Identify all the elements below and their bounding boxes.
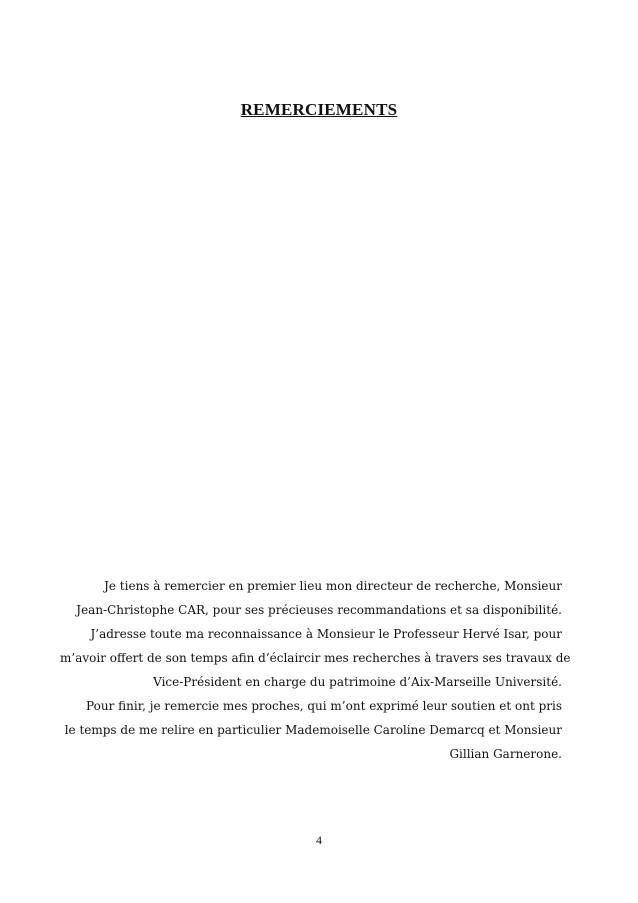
text-line: Je tiens à remercier en premier lieu mon directeur de recherche, Monsieur <box>104 579 562 593</box>
text-line: J’adresse toute ma reconnaissance à Monsieur le Professeur Hervé Isar, pour <box>90 627 562 641</box>
page-title: REMERCIEMENTS <box>240 100 398 119</box>
text-line: le temps de me relire en particulier Mademoiselle Caroline Demarcq et Monsieur <box>64 723 562 737</box>
text-line: Vice-Président en charge du patrimoine d’Aix-Marseille Université. <box>153 675 562 689</box>
text-line: Pour finir, je remercie mes proches, qui m’ont exprimé leur soutien et ont pris <box>86 699 562 713</box>
text-line: Jean-Christophe CAR, pour ses précieuses recommandations et sa disponibilité. <box>76 603 562 617</box>
acknowledgements-text <box>60 574 571 766</box>
text-line: m’avoir offert de son temps afin d’éclaircir mes recherches à travers ses travaux de <box>60 651 571 665</box>
text-line: Gillian Garnerone. <box>449 747 562 761</box>
page-number: 4 <box>316 833 322 847</box>
